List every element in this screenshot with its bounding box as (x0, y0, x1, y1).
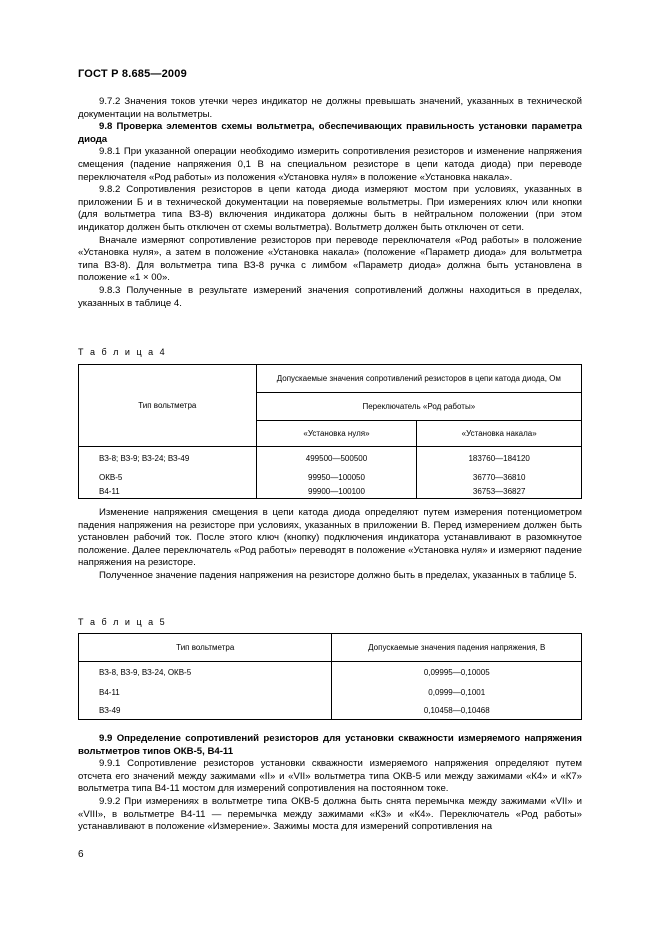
t4-header-allowed: Допускаемые значения сопротивлений резисторов в цепи катода диода, Ом (256, 365, 581, 393)
paragraph-9-8-3: 9.8.3 Полученные в результате измерений значения сопротивлений должны находиться в пределах, указанных в таблице 4. (78, 284, 582, 309)
section-9-7-9-8 (78, 96, 582, 310)
t5-cell-type: ВЗ-49 (79, 702, 332, 720)
table-4-caption: Т а б л и ц а 4 (78, 347, 167, 357)
t5-cell-value: 0,0999—0,1001 (332, 684, 582, 702)
table-row (79, 662, 582, 684)
t4-cell-type: ОКВ-5 (79, 471, 257, 485)
t5-header-allowed: Допускаемые значения падения напряжения, В (332, 634, 582, 662)
t4-header-switch: Переключатель «Род работы» (256, 393, 581, 421)
t5-cell-value: 0,10458—0,10468 (332, 702, 582, 720)
paragraph-bias-voltage: Изменение напряжения смещения в цепи катода диода определяют путем измерения потенциометром падения напряжения на резисторе при условиях, указанных в приложении В. Перед измерением должен быть установлен рабочий ток. После этого ключ (кнопку) подключения индикатора устанавливают в разомкнутое положение. Далее переключатель «Род работы» переводят в положение «Установка нуля» и измеряют падение напряжения на резисторе. (78, 507, 582, 569)
paragraph-9-9-2: 9.9.2 При измерениях в вольтметре типа ОКВ-5 должна быть снята перемычка между зажимами «VII» и «VIII», в вольтметре В4-11 — перемычка между зажимами «К3» и «К4». Переключатель «Род работы» устанавливают в положение «Измерение». Зажимы моста для измерений сопротивления на (78, 795, 582, 833)
t4-cell-zero: 99900—100100 (256, 485, 417, 499)
paragraph-9-8-2-b: Вначале измеряют сопротивление резисторов при переводе переключателя «Род работы» в положение «Установка нуля», а затем в положение «Установка накала» (положение «Параметр диода» для вольтметра типа ВЗ-8). Для вольтметра типа ВЗ-8 ручка с лимбом «Параметр диода» должна быть установлена в положение «1 × 00». (78, 234, 582, 284)
table-4 (78, 364, 582, 499)
t4-cell-heat: 36753—36827 (417, 485, 582, 499)
t4-header-zero: «Установка нуля» (256, 421, 417, 447)
t4-header-heat: «Установка накала» (417, 421, 582, 447)
table-5 (78, 633, 582, 720)
table-row (79, 485, 582, 499)
table-row (79, 471, 582, 485)
table-row (79, 447, 582, 471)
t5-cell-value: 0,09995—0,10005 (332, 662, 582, 684)
paragraph-9-7-2: 9.7.2 Значения токов утечки через индикатор не должны превышать значений, указанных в технической документации на вольтметры. (78, 96, 582, 120)
table-row (79, 702, 582, 720)
t4-cell-type: В4-11 (79, 485, 257, 499)
paragraph-bias-limits: Полученное значение падения напряжения на резисторе должно быть в пределах, указанных в таблице 5. (99, 569, 577, 581)
t4-cell-zero: 499500—500500 (256, 447, 417, 471)
t4-cell-heat: 183760—184120 (417, 447, 582, 471)
paragraph-9-9-1: 9.9.1 Сопротивление резисторов установки скважности измеряемого напряжения определяют путем отсчета его значений между зажимами «II» и «VII» вольтметра типа ОКВ-5 или между зажимами «К4» и «К7» вольтметра типа В4-11 мостом для измерений сопротивления на постоянном токе. (78, 758, 582, 795)
paragraph-9-8-1: 9.8.1 При указанной операции необходимо измерить сопротивления резисторов и изменение напряжения смещения (падение напряжения 0,1 В на специальном резисторе в цепи катода диода) при переводе переключателя «Род работы» из положения «Установка нуля» в положение «Установка накала». (78, 146, 582, 183)
table-row (79, 684, 582, 702)
section-after-table-4 (78, 507, 582, 583)
heading-9-8: 9.8 Проверка элементов схемы вольтметра, обеспечивающих правильность установки параметра диода (78, 121, 582, 145)
paragraph-9-8-2: 9.8.2 Сопротивления резисторов в цепи катода диода измеряют мостом при условиях, указанных в приложении Б и в технической документации на поверяемые вольтметры. При измерениях ключ или кнопки (для вольтметра типа ВЗ-8) включения индикатора должны быть в нейтральном положении (при этом индикатор должен быть отключен от схемы вольтметра). Вольтметр должен быть отключен от сети. (78, 184, 582, 233)
t5-cell-type: ВЗ-8, ВЗ-9, ВЗ-24, ОКВ-5 (79, 662, 332, 684)
t4-cell-zero: 99950—100050 (256, 471, 417, 485)
page-number: 6 (78, 849, 84, 860)
document-header: ГОСТ Р 8.685—2009 (78, 68, 187, 80)
heading-9-9: 9.9 Определение сопротивлений резисторов для установки скважности измеряемого напряжения вольтметров типов ОКВ-5, В4-11 (78, 733, 582, 757)
t4-cell-type: ВЗ-8; ВЗ-9; ВЗ-24; ВЗ-49 (79, 447, 257, 471)
t5-header-type: Тип вольтметра (79, 634, 332, 662)
t4-header-type: Тип вольтметра (79, 365, 257, 447)
t5-cell-type: В4-11 (79, 684, 332, 702)
table-5-caption: Т а б л и ц а 5 (78, 617, 167, 627)
section-9-9 (78, 733, 582, 834)
t4-cell-heat: 36770—36810 (417, 471, 582, 485)
